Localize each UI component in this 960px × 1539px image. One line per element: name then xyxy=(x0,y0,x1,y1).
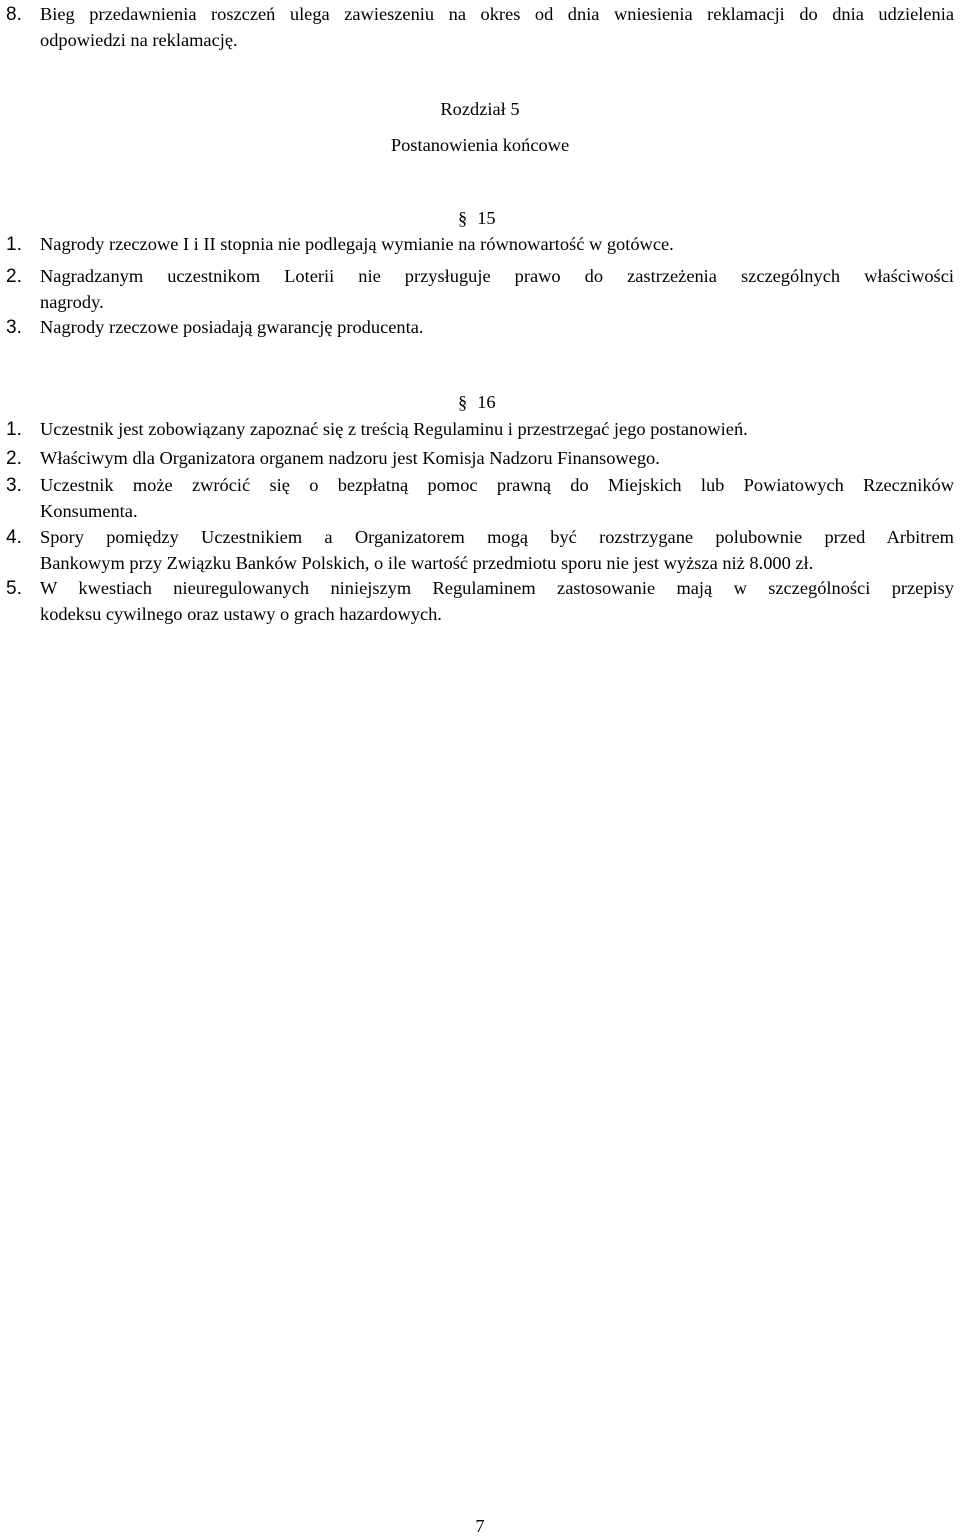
page-number: 7 xyxy=(475,1516,485,1536)
section-sign: § xyxy=(458,208,468,228)
list-item-number: 1. xyxy=(6,234,22,255)
list-item-number: 8. xyxy=(6,4,22,25)
list-item-16-3 xyxy=(6,473,954,524)
list-item-16-4 xyxy=(6,525,954,576)
list-item-text-line: Nagrody rzeczowe I i II stopnia nie podlegają wymianie na równowartość w gotówce. xyxy=(40,234,674,254)
list-item-number: 4. xyxy=(6,527,22,548)
list-item-number: 3. xyxy=(6,475,22,496)
list-item-16-2 xyxy=(6,446,954,472)
list-item-text-line: Bieg przedawnienia roszczeń ulega zawieszeniu na okres od dnia wniesienia reklamacji do dnia udzielenia xyxy=(40,4,954,24)
list-item-text-line: Spory pomiędzy Uczestnikiem a Organizatorem mogą być rozstrzygane polubownie przed Arbitrem xyxy=(40,527,954,547)
chapter-subtitle: Postanowienia końcowe xyxy=(390,135,570,155)
list-item-16-5 xyxy=(6,576,954,627)
list-item-15-2 xyxy=(6,264,954,315)
list-item-text-line: Uczestnik może zwrócić się o bezpłatną pomoc prawną do Miejskich lub Powiatowych Rzeczników xyxy=(40,475,954,495)
paragraph-number: 16 xyxy=(477,392,496,412)
list-item-text-line: Bankowym przy Związku Banków Polskich, o ile wartość przedmiotu sporu nie jest wyższa niż 8.000 zł. xyxy=(40,552,814,573)
list-item-15-3 xyxy=(6,315,954,341)
list-item-8 xyxy=(6,2,954,53)
list-item-text-line: Uczestnik jest zobowiązany zapoznać się z treścią Regulaminu i przestrzegać jego postanowień. xyxy=(40,419,748,439)
list-item-text-line: Właściwym dla Organizatora organem nadzoru jest Komisja Nadzoru Finansowego. xyxy=(40,448,660,468)
list-item-text-line: Nagrody rzeczowe posiadają gwarancję producenta. xyxy=(40,317,424,337)
paragraph-16-heading xyxy=(458,390,496,415)
list-item-number: 1. xyxy=(6,419,22,440)
section-sign: § xyxy=(458,392,468,412)
list-item-text-line: odpowiedzi na reklamację. xyxy=(40,29,238,50)
paragraph-number: 15 xyxy=(477,208,496,228)
list-item-number: 2. xyxy=(6,266,22,287)
list-item-text-line: Nagradzanym uczestnikom Loterii nie przysługuje prawo do zastrzeżenia szczególnych właściwości xyxy=(40,266,954,286)
list-item-16-1 xyxy=(6,417,954,443)
list-item-text-line: Konsumenta. xyxy=(40,500,138,521)
list-item-text-line: kodeksu cywilnego oraz ustawy o grach hazardowych. xyxy=(40,603,442,624)
paragraph-15-heading xyxy=(458,206,496,231)
list-item-text-line: W kwestiach nieuregulowanych niniejszym Regulaminem zastosowanie mają w szczególności przepisy xyxy=(40,578,954,598)
chapter-title: Rozdział 5 xyxy=(440,99,520,119)
list-item-number: 5. xyxy=(6,578,22,599)
list-item-number: 3. xyxy=(6,317,22,338)
list-item-15-1 xyxy=(6,232,954,258)
list-item-number: 2. xyxy=(6,448,22,469)
list-item-text-line: nagrody. xyxy=(40,291,104,312)
